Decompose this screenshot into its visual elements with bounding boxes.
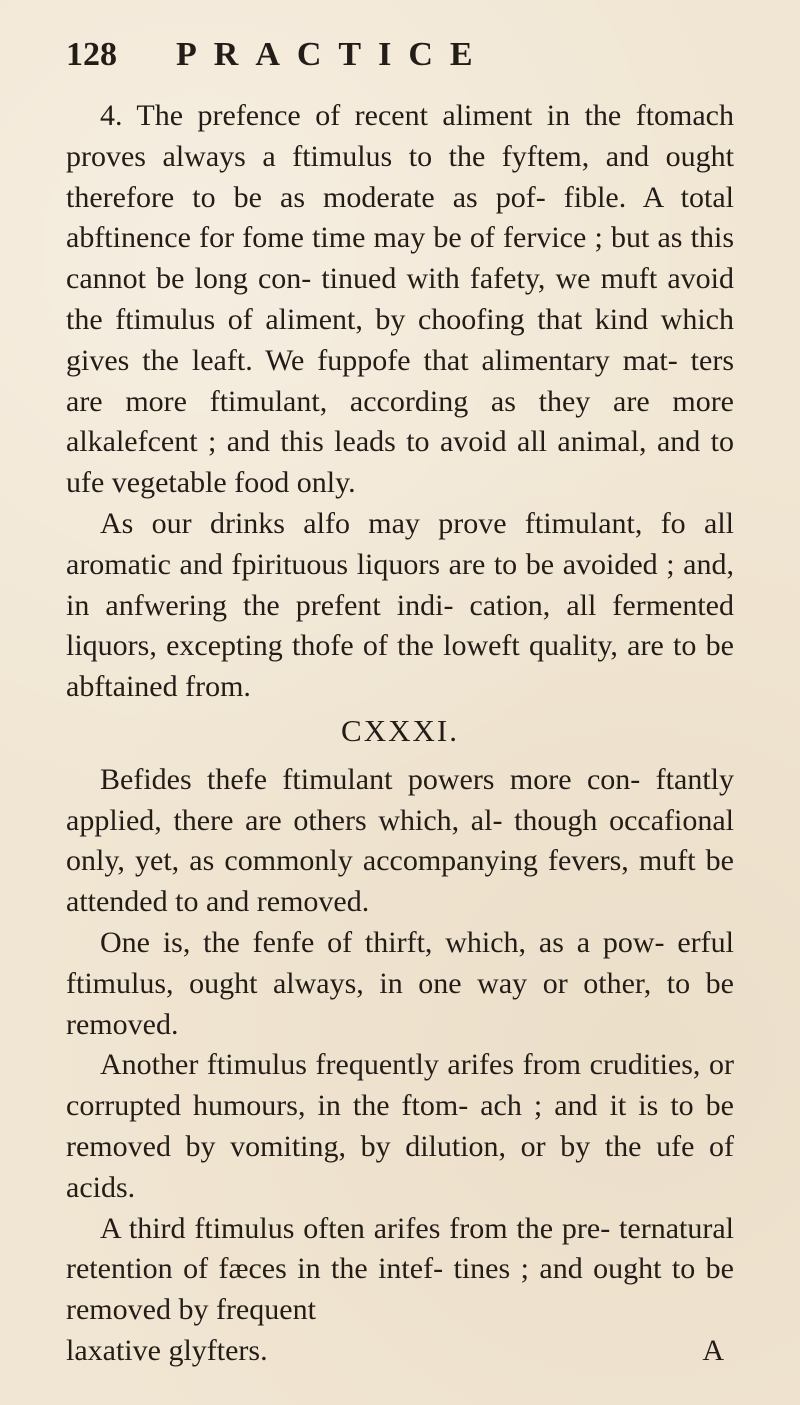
paragraph-besides: Befides thefe ftimulant powers more con- ftantly applied, there are others which, al- though occafional only, yet, as commonly accompanying fevers, muft be attended to and removed. [66,762,734,919]
paragraph-crudities: Another ftimulus frequently arifes from crudities, or corrupted humours, in the ftom- ach ; and it is to be removed by vomiting, by dilution, or by the ufe of acids. [66,1048,734,1204]
paragraph-drinks: As our drinks alfo may prove ftimulant, fo all aromatic and fpirituous liquors are to be avoided ; and, in anfwering the prefent indi- cation, all fermented liquors, excepting thofe of the loweft quality, are to be abftained from. [66,506,734,704]
running-title: PRACTICE [176,36,490,73]
paragraph-4: 4. The prefence of recent aliment in the ftomach proves always a ftimulus to the fyftem, and ought therefore to be as moderate as pof- fible. A total abftinence for fome time may be of fervice ; but as this cannot be long con- tinued with fafety, we muft avoid the ftimulus of aliment, by choofing that kind which gives the leaft. We fuppofe that alimentary mat- ters are more ftimulant, according as they are more alkalefcent ; and this leads to avoid all animal, and to ufe vegetable food only. [66,99,734,500]
page-header [66,38,734,86]
catchword: A [702,1333,724,1367]
page-number: 128 [66,36,117,73]
section-heading: CXXXI. [341,712,459,748]
paragraph-thirst: One is, the fenfe of thirft, which, as a pow- erful ftimulus, ought always, in one way or other, to be removed. [66,925,734,1041]
final-line [66,1331,734,1372]
final-line-text: laxative glyfters. [66,1333,268,1367]
paragraph-faeces: A third ftimulus often arifes from the pre- ternatural retention of fæces in the intef- tines ; and ought to be removed by frequent [66,1211,734,1327]
